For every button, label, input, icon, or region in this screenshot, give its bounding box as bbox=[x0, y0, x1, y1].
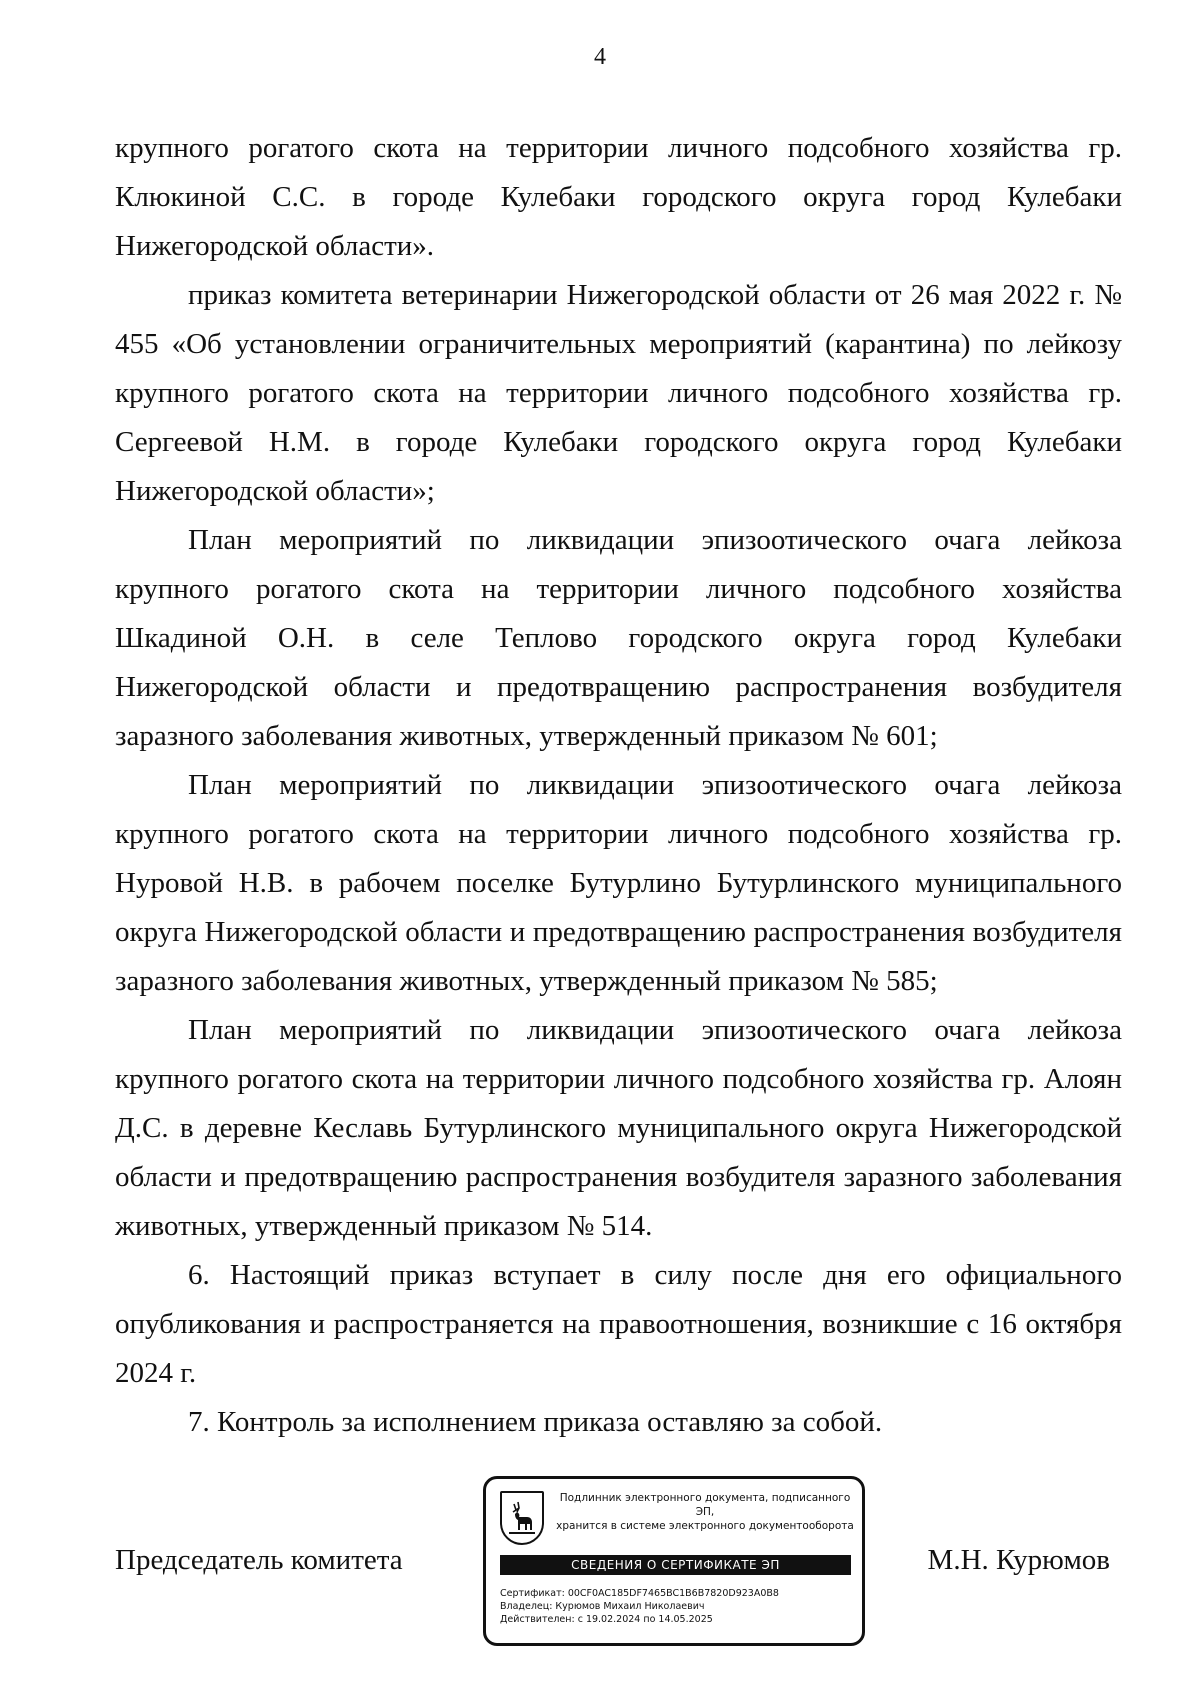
signatory-position: Председатель комитета bbox=[115, 1544, 403, 1576]
certificate-number: Сертификат: 00CF0AC185DF7465BC1B6B7820D923A0B8 bbox=[500, 1588, 779, 1599]
document-body bbox=[115, 124, 1122, 1447]
electronic-signature-stamp bbox=[483, 1476, 865, 1646]
certificate-owner: Владелец: Курюмов Михаил Николаевич bbox=[500, 1601, 705, 1612]
paragraph-plan-585: План мероприятий по ликвидации эпизоотического очага лейкоза крупного рогатого скота на территории личного подсобного хозяйства гр. Нуровой Н.В. в рабочем поселке Бутурлино Бутурлинского муниципального округа Нижегородской области и предотвращению распространения возбудителя заразного заболевания животных, утвержденный приказом № 585; bbox=[115, 769, 1122, 997]
certificate-validity: Действителен: с 19.02.2024 по 14.05.2025 bbox=[500, 1614, 713, 1625]
stamp-header-line2: хранится в системе электронного документооборота bbox=[556, 1520, 854, 1532]
signatory-name: М.Н. Курюмов bbox=[927, 1544, 1110, 1576]
paragraph-plan-514: План мероприятий по ликвидации эпизоотического очага лейкоза крупного рогатого скота на территории личного подсобного хозяйства гр. Алоян Д.С. в деревне Кеславь Бутурлинского муниципального округа Нижегородской области и предотвращению распространения возбудителя заразного заболевания животных, утвержденный приказом № 514. bbox=[115, 1014, 1122, 1242]
certificate-info-bar: СВЕДЕНИЯ О СЕРТИФИКАТЕ ЭП bbox=[500, 1555, 851, 1575]
paragraph-plan-601: План мероприятий по ликвидации эпизоотического очага лейкоза крупного рогатого скота на территории личного подсобного хозяйства Шкадиной О.Н. в селе Теплово городского округа город Кулебаки Нижегородской области и предотвращению распространения возбудителя заразного заболевания животных, утвержденный приказом № 601; bbox=[115, 524, 1122, 752]
stamp-header bbox=[552, 1491, 858, 1533]
page-number: 4 bbox=[594, 44, 606, 70]
paragraph-order-455: приказ комитета ветеринарии Нижегородской области от 26 мая 2022 г. № 455 «Об установлении ограничительных мероприятий (карантина) по лейкозу крупного рогатого скота на территории личного подсобного хозяйства гр. Сергеевой Н.М. в городе Кулебаки городского округа город Кулебаки Нижегородской области»; bbox=[115, 279, 1122, 507]
certificate-details bbox=[500, 1587, 856, 1626]
paragraph-item-7: 7. Контроль за исполнением приказа оставляю за собой. bbox=[188, 1406, 883, 1438]
deer-emblem-icon bbox=[500, 1491, 544, 1545]
paragraph-continuation: крупного рогатого скота на территории личного подсобного хозяйства гр. Клюкиной С.С. в городе Кулебаки городского округа город Кулебаки Нижегородской области». bbox=[115, 132, 1122, 262]
stamp-header-line1: Подлинник электронного документа, подписанного ЭП, bbox=[559, 1492, 851, 1518]
paragraph-item-6: 6. Настоящий приказ вступает в силу после дня его официального опубликования и распространяется на правоотношения, возникшие с 16 октября 2024 г. bbox=[115, 1259, 1122, 1389]
